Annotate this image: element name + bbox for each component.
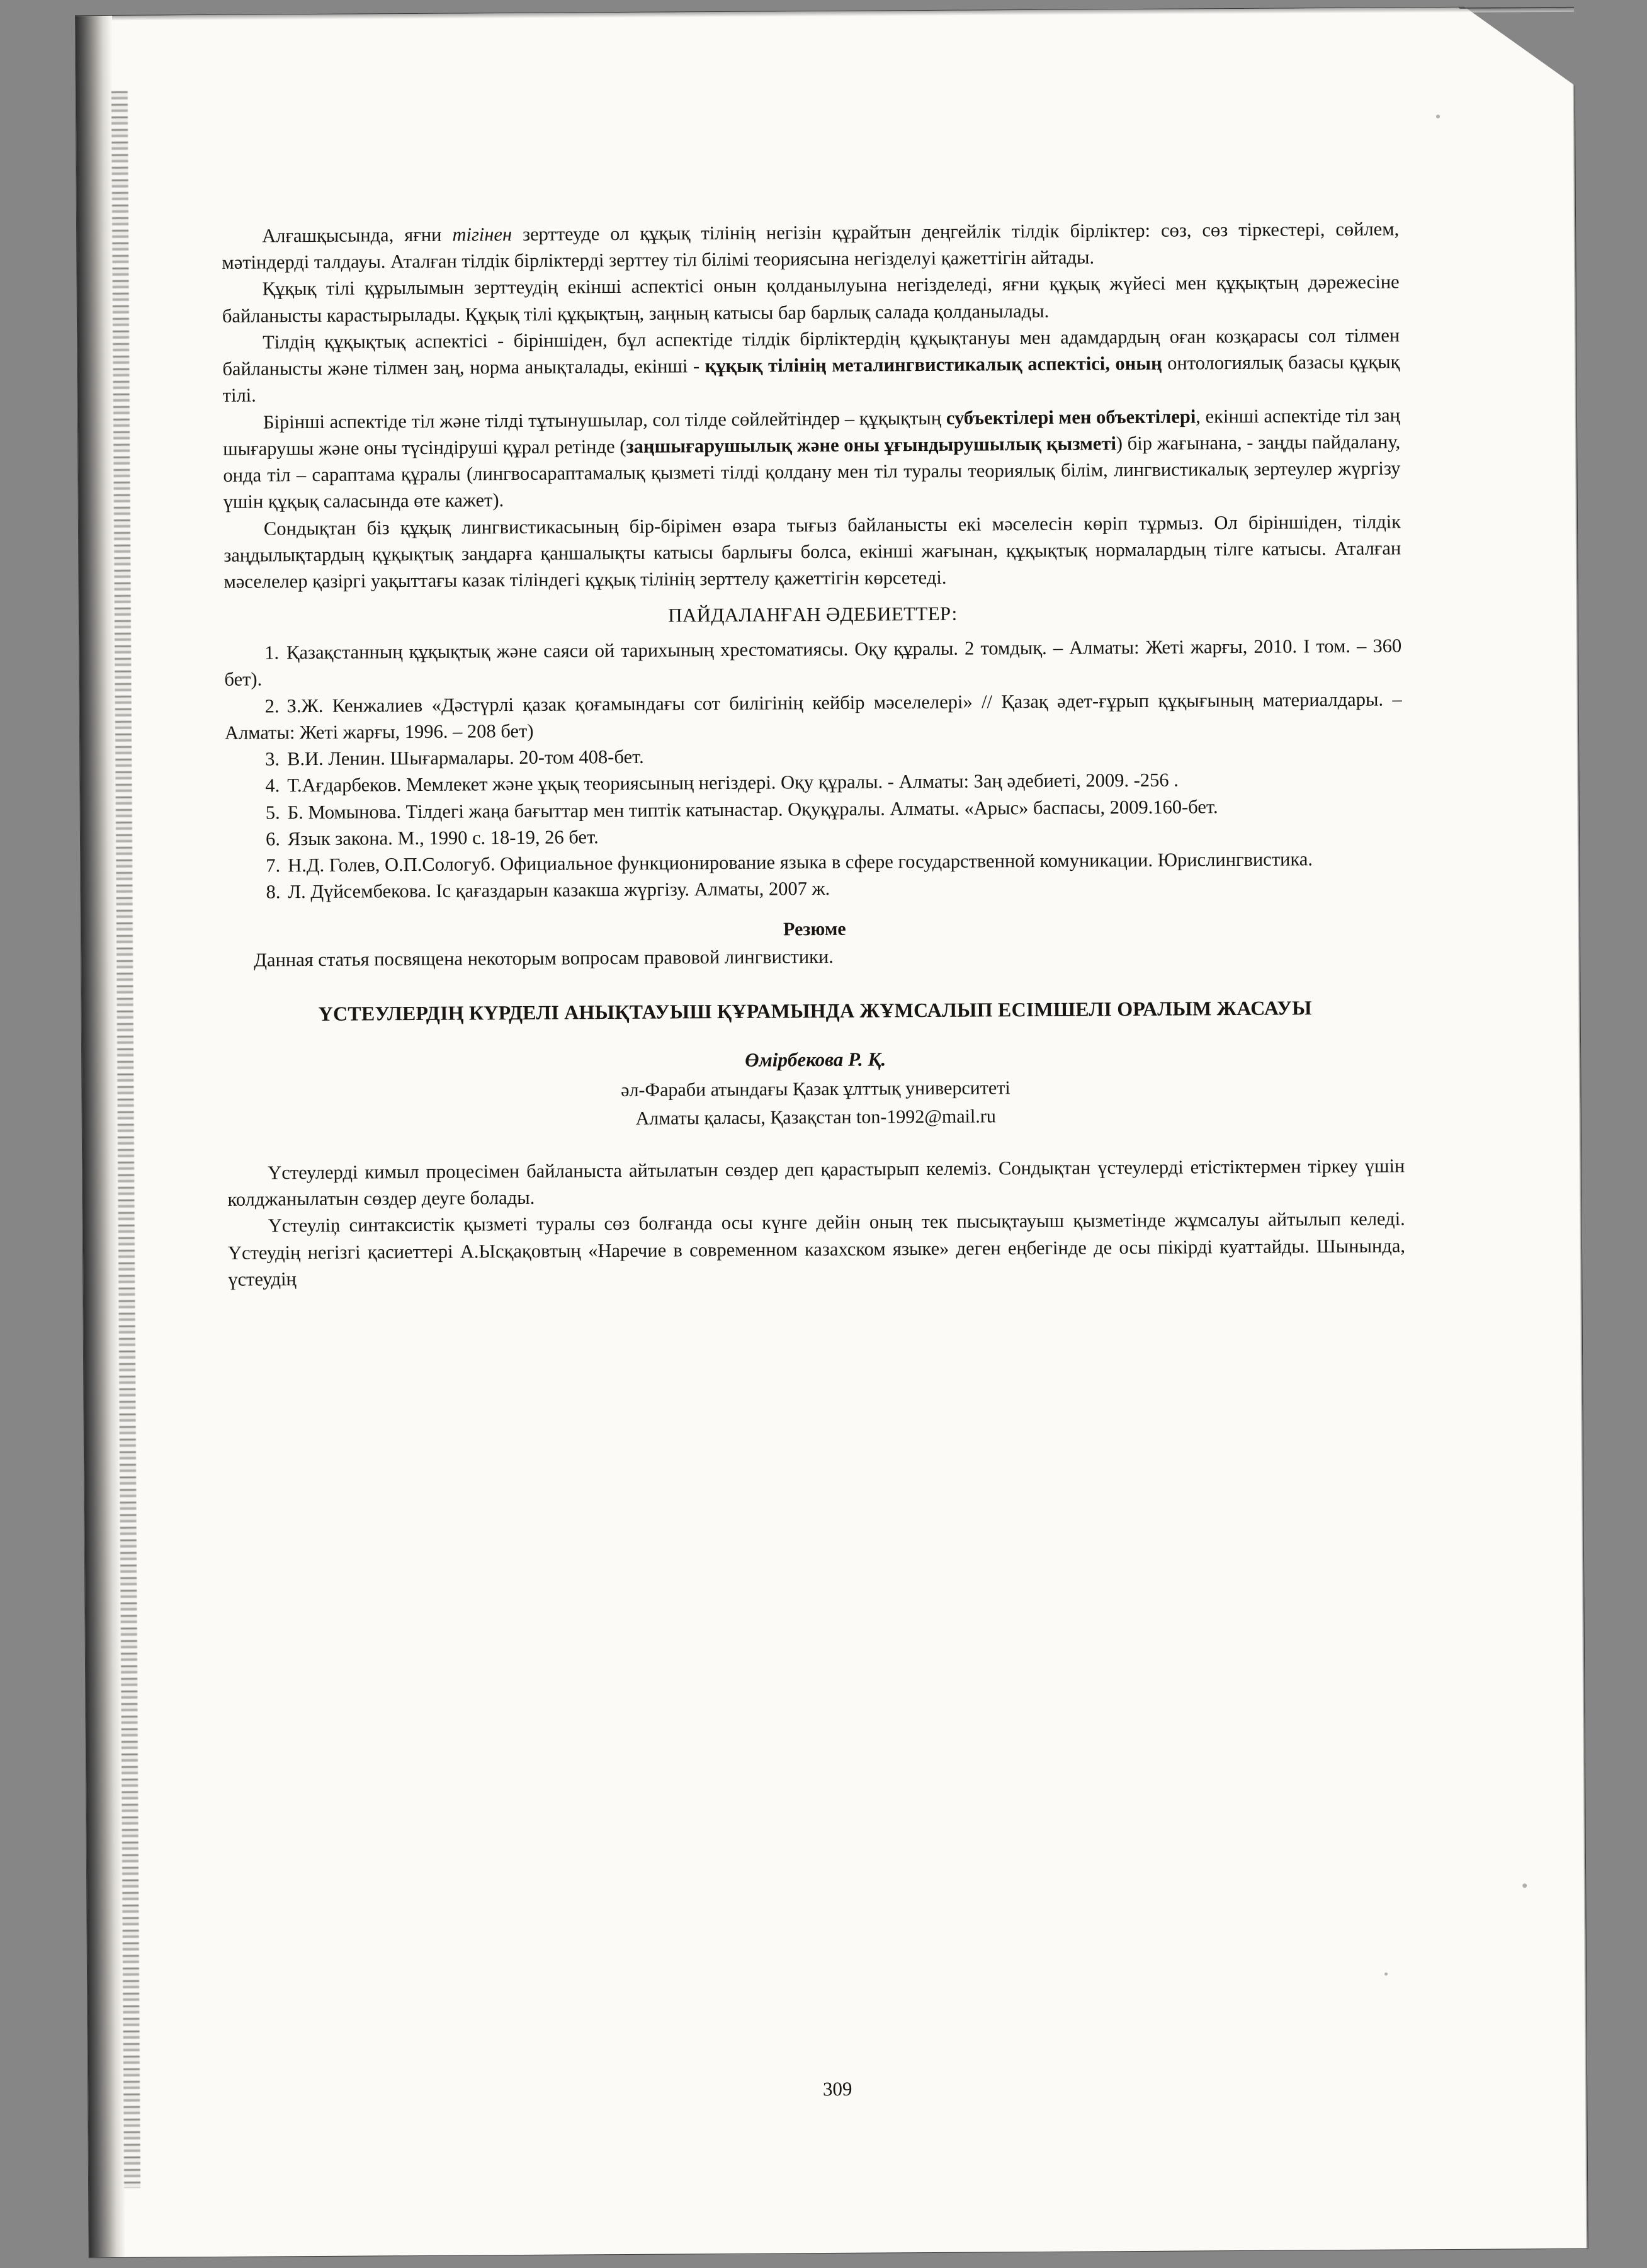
next-article-affiliation-2: Алматы қаласы, Қазақстан ton-1992@mail.ru <box>635 1106 996 1130</box>
paragraph-text: ) бір жағынана, - заңды пайдалану, онда тіл – сараптама құралы (лингвосараптамалық қызметі тілді қолдану мен тіл туралы теориялық білім, лингвистикалық зертеулер жүргізу үшін құқық саласында өте кажет). <box>223 431 1401 513</box>
reference-text: Б. Момынова. Тілдегі жаңа бағыттар мен типтік катынастар. Оқуқұралы. Алматы. «Арыс» баспасы, 2009.160-бет. <box>287 795 1218 823</box>
scanned-page <box>76 7 1588 2257</box>
reference-item <box>225 686 1402 746</box>
references-heading: ПАЙДАЛАНҒАН ӘДЕБИЕТТЕР: <box>668 603 958 627</box>
reference-text: З.Ж. Кенжалиев «Дәстүрлі қазак қоғамындағы сот билігінің кейбір мәселелері» // Қазақ әдет-ғұрып құқығының материалдары. –Алматы: Жеті жарғы, 1996. – 208 бет) <box>224 688 1402 744</box>
resume-text: Данная статья посвящена некоторым вопросам правовой лингвистики. <box>254 946 834 971</box>
next-article-title: ҮСТЕУЛЕРДІҢ КҮРДЕЛІ АНЫҚТАУЫШ ҚҰРАМЫНДА ЖҰМСАЛЫП ЕСІМШЕЛІ ОРАЛЫМ ЖАСАУЫ <box>318 996 1312 1026</box>
reference-item <box>224 633 1401 693</box>
page-corner-fold <box>1462 4 1576 87</box>
scan-speck <box>1436 115 1440 118</box>
reference-number: 6. <box>265 828 280 850</box>
next-article-affiliation-1: әл-Фараби атындағы Қазак ұлттық университеті <box>621 1077 1010 1101</box>
references-list <box>224 633 1403 906</box>
paragraph-text: Алғашқысында, яғни <box>262 224 453 247</box>
reference-number: 2. <box>264 695 280 717</box>
scan-speck <box>1384 1973 1388 1976</box>
paragraph-strong: субъектілері мен объектілері <box>946 405 1196 429</box>
paragraph-text: Бірінші аспектіде тіл және тілді тұтынушылар, сол тілде сөйлейтіндер – құқықтың <box>263 407 946 433</box>
reference-number: 5. <box>265 801 280 824</box>
paragraph-text: , екінші аспектіде тіл заң шығарушы және оны түсіндіруші құрал ретінде ( <box>223 404 1401 460</box>
reference-text: Л. Дүйсембекова. Іс қағаздарын казакша жүргізу. Алматы, 2007 ж. <box>288 878 830 903</box>
reference-number: 3. <box>265 748 280 770</box>
reference-text: Н.Д. Голев, О.П.Сологуб. Официальное функционирование языка в сфере государственной комуникации. Юрислингвистика. <box>288 848 1313 876</box>
body-paragraph-4 <box>223 402 1401 515</box>
page-number: 309 <box>822 2077 852 2101</box>
next-article-paragraph-2: Үстеуліņ синтаксистік қызметі туралы сөз болғанда осы күнге дейін оның тек пысықтауыш қызметінде жұмсалуы айтылып келеді. Үстеудің негізгі қасиеттері А.Ысқақовтың «Наречие в современном казахском языке» деген еңбегінде де осы пікірді куаттайды. Шынында, үстеудің <box>227 1208 1406 1290</box>
reference-text: Қазақстанның құқықтық және саяси ой тарихының хрестоматиясы. Оқу құралы. 2 томдық. – Алматы: Жеті жарғы, 2010. I том. – 360 бет). <box>224 635 1402 691</box>
paragraph-text: Сондықтан біз құқық лингвистикасының бір-бірімен өзара тығыз байланысты екі мәселесін көріп тұрмыз. Ол біріншіден, тілдік заңдылықтардың құқықтық заңдарға қаншалықты катысы барлығы болса, екінші жағынан, құқықтық нормалардың тілге катысы. Аталған мәселелер қазіргі уақыттағы казак тіліндегі құқық тілінің зерттелу қажеттігін көрсетеді. <box>224 511 1401 593</box>
paragraph-text: зерттеуде ол құқық тілінің негізін құрайтын деңгейлік тілдік бірліктер: сөз, сөз тіркестері, сөйлем, мәтіндерді талдауы. Аталған тілдік бірліктерді зерттеу тіл білімі теориясына негізделуі қажеттігін айтады. <box>222 218 1400 274</box>
paragraph-strong: заңшығарушылық және оны ұғындырушылық қызметі <box>626 433 1116 457</box>
reference-number: 4. <box>265 774 280 797</box>
next-article-author: Өмірбекова Р. Қ. <box>745 1048 886 1071</box>
scan-artifact-left-edge <box>111 91 140 2188</box>
reference-number: 7. <box>266 854 281 876</box>
reference-number: 8. <box>266 881 281 903</box>
paragraph-text: Тілдің құқықтық аспектісі - біріншіден, бұл аспектіде тілдік бірліктердің құқықтануы мен адамдардың оған козқарасы сол тілмен байланысты және тілмен заң, норма анықталады, екінші - <box>222 324 1400 380</box>
paragraph-emphasis: тігінен <box>452 224 512 246</box>
paragraph-text: Құқық тілі құрылымын зерттеудің екінші аспектісі онын қолданылуына негізделеді, яғни құқық жүйесі мен құқықтың дәрежесіне байланысты карастырылады. Құқық тілі құқықтың, заңның катысы бар барлық салада қолданылады. <box>222 271 1400 327</box>
reference-text: Язык закона. М., 1990 с. 18-19, 26 бет. <box>287 826 599 850</box>
body-paragraph-1 <box>222 215 1399 276</box>
next-article-paragraph-1: Үстеулерді кимыл процесімен байланыста айтылатын сөздер деп қарастырып келеміз. Сондықтан үстеулерді етістіктермен тіркеу үшін колджанылатын сөздер деуге болады. <box>227 1155 1405 1210</box>
reference-number: 1. <box>264 642 280 664</box>
page-edge-right <box>1573 81 1588 2248</box>
reference-text: Т.Ағдарбеков. Мемлекет және ұқық теориясының негіздері. Оқу құралы. - Алматы: Заң әдебиеті, 2009. -256 . <box>287 769 1179 797</box>
page-content <box>222 215 1405 1292</box>
paragraph-text: онтологиялық базасы құқық тілі. <box>222 351 1400 407</box>
scan-speck <box>1522 1883 1527 1888</box>
body-paragraph-3 <box>222 322 1400 409</box>
resume-heading: Резюме <box>783 918 846 939</box>
body-paragraph-5 <box>224 508 1401 595</box>
paragraph-strong: құқық тілінің металингвистикалық аспектісі, оның <box>705 352 1162 377</box>
body-paragraph-2 <box>222 269 1400 329</box>
reference-text: В.И. Ленин. Шығармалары. 20-том 408-бет. <box>287 746 644 770</box>
